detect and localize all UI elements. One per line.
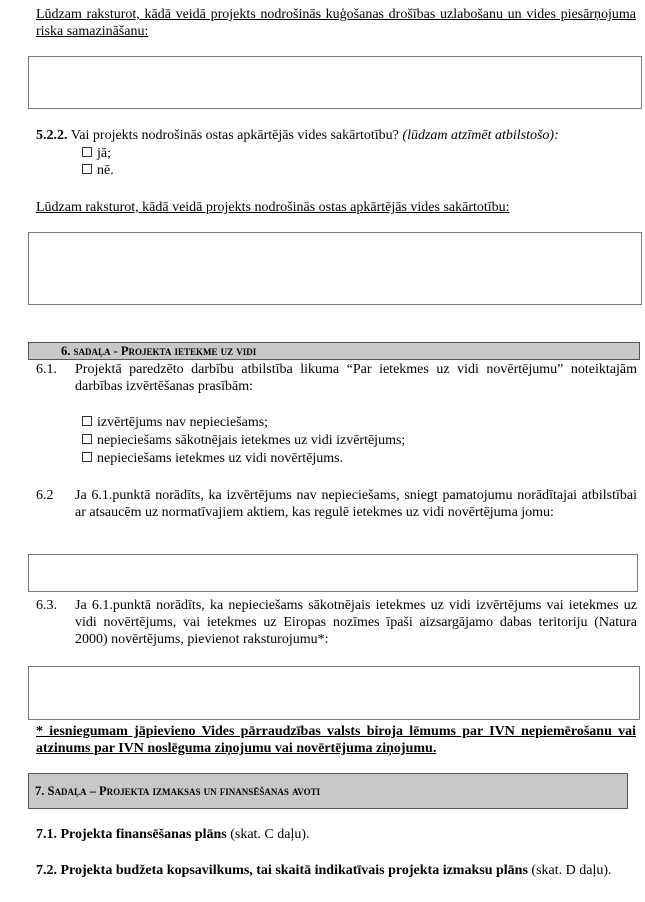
q61-option-1[interactable] <box>82 414 268 431</box>
q71 <box>36 826 636 843</box>
option-label: nepieciešams sākotnējais ietekmes uz vidi izvērtējums; <box>97 433 406 448</box>
q62-number: 6.2 <box>36 488 54 503</box>
q71-number: 7.1. <box>36 827 57 842</box>
env-answer-box[interactable] <box>28 232 642 305</box>
q62-answer-box[interactable] <box>28 554 638 592</box>
q61-option-2[interactable] <box>82 432 405 449</box>
q71-title: Projekta finansēšanas plāns <box>60 827 227 842</box>
section-6-title: Projekta ietekme uz vidi <box>120 344 257 358</box>
question-hint: (lūdzam atzīmēt atbilstošo): <box>402 128 559 143</box>
safety-answer-box[interactable] <box>28 56 642 109</box>
q63-number: 6.3. <box>36 598 57 613</box>
option-label: nē. <box>97 163 114 178</box>
checkbox-icon[interactable] <box>82 416 92 426</box>
section-6-prefix: 6. sadaļa - <box>61 344 121 358</box>
q72-note: (skat. D daļu). <box>527 863 612 878</box>
q63-text: Ja 6.1.punktā norādīts, ka nepieciešams sākotnējais ietekmes uz vidi izvērtējums vai ietekmes uz vidi novērtējums, vai ietekmes uz Eiropas nozīmes īpaši aizsargājamo dabas teritoriju (Natura 2000) novērtējums, pievienot raksturojumu*: <box>75 598 637 647</box>
q63-answer-box[interactable] <box>28 666 640 720</box>
q61-number: 6.1. <box>36 362 57 377</box>
intro-env-text: Lūdzam raksturot, kādā veidā projekts nodrošinās ostas apkārtējās vides sakārtotību: <box>36 200 510 215</box>
checkbox-icon[interactable] <box>82 147 92 157</box>
option-ne[interactable] <box>82 162 114 179</box>
q71-note: (skat. C daļu). <box>226 827 310 842</box>
intro-safety-text: Lūdzam raksturot, kādā veidā projekts nodrošinās kuģošanas drošības uzlabošanu un vides piesārņojuma riska samazināšanu: <box>36 7 636 39</box>
question-number: 5.2.2. <box>36 128 68 143</box>
question-5-2-2 <box>36 127 636 144</box>
section-6-header <box>28 342 640 360</box>
section-7-prefix: 7. Sadaļa – <box>35 784 99 798</box>
section-7-header <box>28 773 628 809</box>
q72-title: Projekta budžeta kopsavilkums, tai skaitā indikatīvais projekta izmaksu plāns <box>60 863 528 878</box>
checkbox-icon[interactable] <box>82 452 92 462</box>
option-label: nepieciešams ietekmes uz vidi novērtējums. <box>97 451 344 466</box>
q72-number: 7.2. <box>36 863 57 878</box>
q61-option-3[interactable] <box>82 450 343 467</box>
q72 <box>36 862 636 879</box>
option-ja[interactable] <box>82 145 111 162</box>
footnote: * iesniegumam jāpievieno Vides pārraudzības valsts biroja lēmums par IVN nepiemērošanu vai atzinums par IVN noslēguma ziņojumu vai novērtējuma ziņojumu. <box>36 724 636 756</box>
section-7-title: Projekta izmaksas un finansēšanas avoti <box>98 784 321 798</box>
option-label: jā; <box>97 146 111 161</box>
option-label: izvērtējums nav nepieciešams; <box>97 415 269 430</box>
q62-text: Ja 6.1.punktā norādīts, ka izvērtējums nav nepieciešams, sniegt pamatojumu norādītajai atbilstībai ar atsaucēm uz normatīvajiem aktiem, kas regulē ietekmes uz vidi novērtējuma jomu: <box>75 488 637 520</box>
q61-text: Projektā paredzēto darbību atbilstība likuma “Par ietekmes uz vidi novērtējumu” noteiktajām darbības izvērtēšanas prasībām: <box>75 362 637 394</box>
checkbox-icon[interactable] <box>82 434 92 444</box>
question-text: Vai projekts nodrošinās ostas apkārtējās vides sakārtotību? <box>70 128 399 143</box>
checkbox-icon[interactable] <box>82 164 92 174</box>
